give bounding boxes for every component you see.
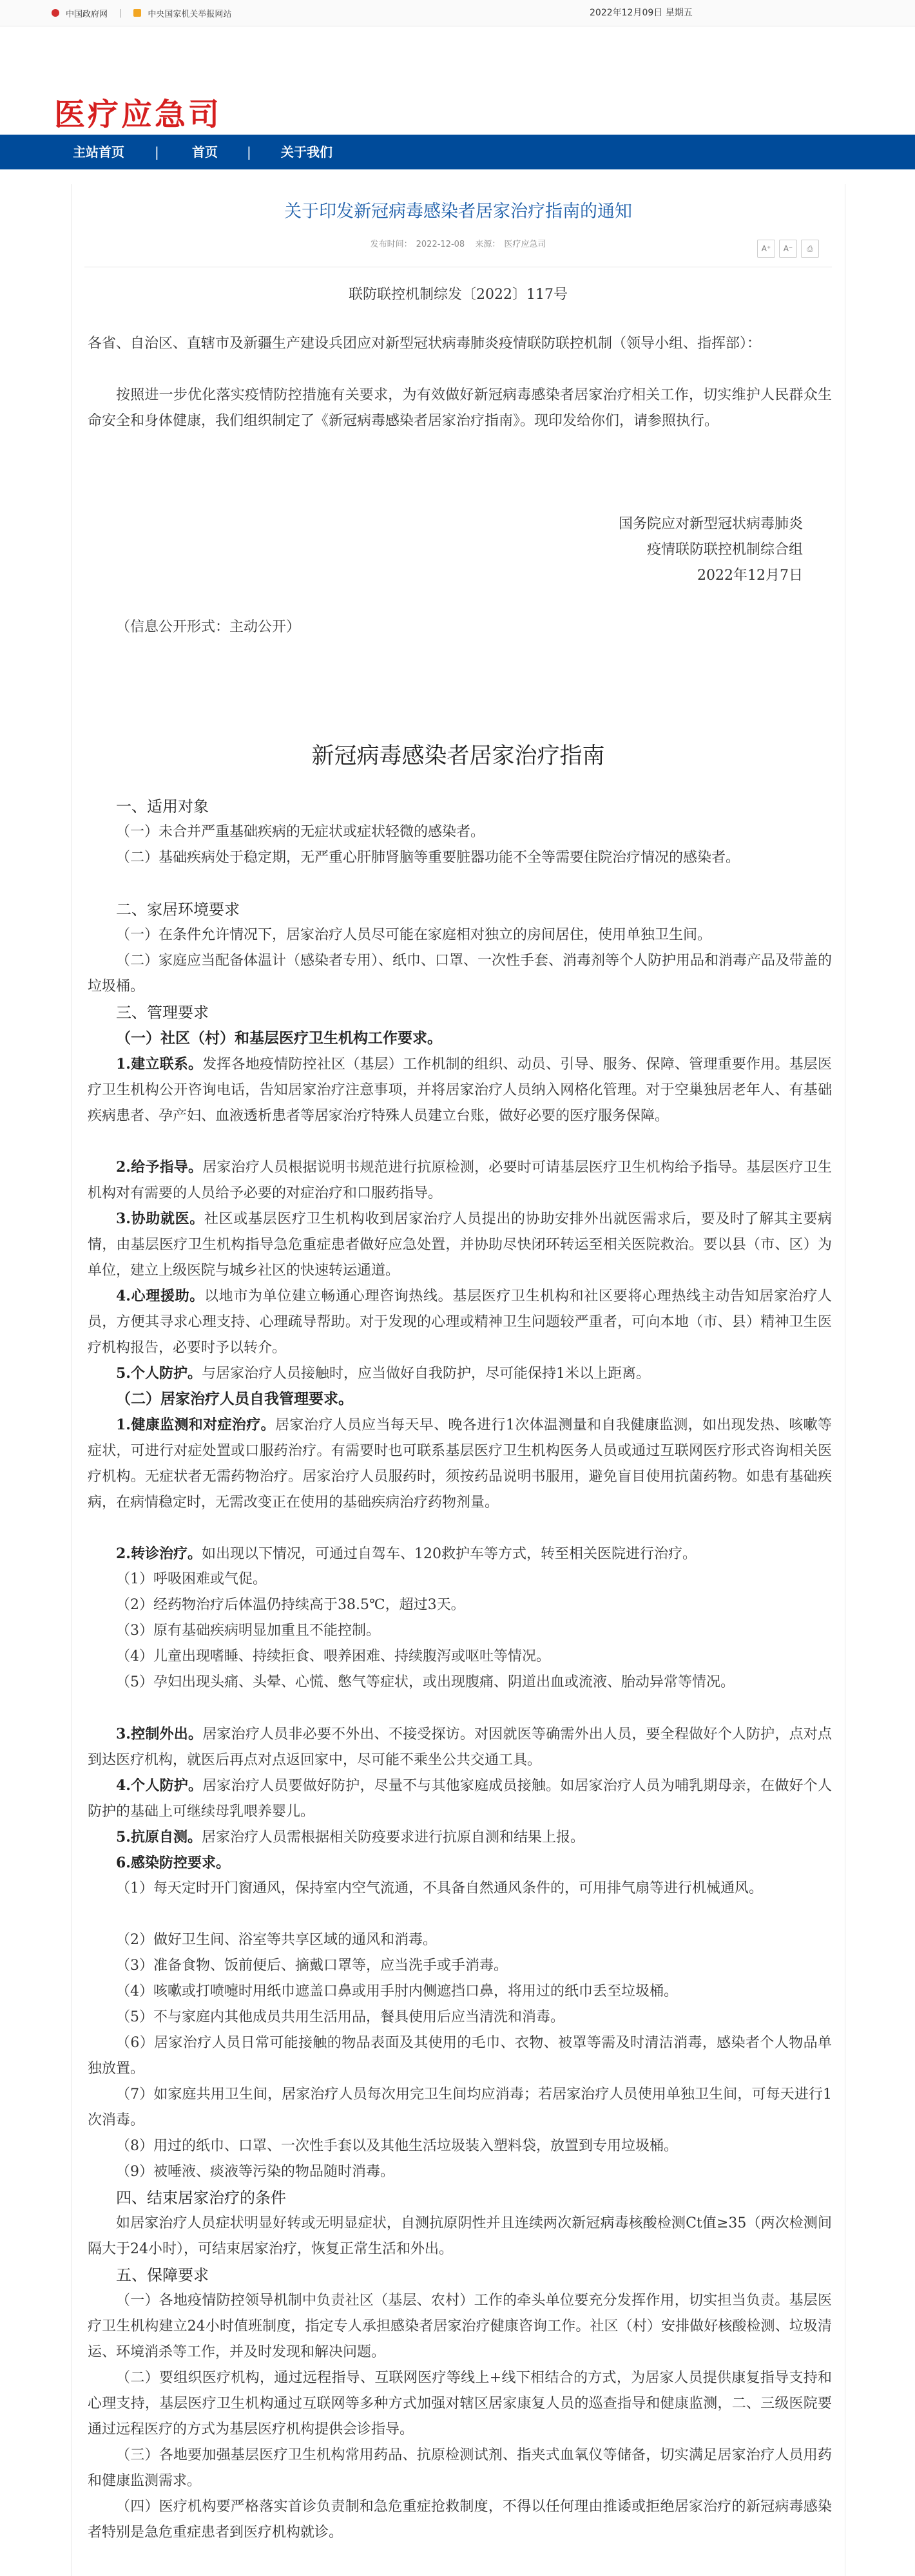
guide-paragraph — [88, 1154, 832, 1207]
article-meta — [72, 237, 845, 249]
font-increase-icon[interactable]: A⁺ — [757, 240, 775, 258]
section-heading: 四、结束居家治疗的条件 — [116, 2189, 286, 2207]
guide-paragraph — [88, 1850, 832, 1876]
signature-date: 2022年12月7日 — [697, 568, 803, 584]
font-decrease-icon[interactable]: A⁻ — [779, 240, 797, 258]
guide-paragraph: （一）在条件允许情况下，居家治疗人员尽可能在家庭相对独立的房间居住，使用单独卫生间。 — [116, 927, 712, 943]
nav-about-us[interactable]: 关于我们 — [281, 144, 332, 160]
guide-paragraph: （3）准备食物、饭前便后、摘戴口罩等，应当洗手或手消毒。 — [116, 1958, 508, 1974]
guide-paragraph — [88, 1360, 832, 1387]
published-label: 发布时间： — [370, 240, 412, 249]
item-lead: 3.协助就医。 — [116, 1210, 204, 1227]
item-text: 居家治疗人员非必要不外出、不接受探访。对因就医等确需外出人员，要全程做好个人防护，点对点到达医疗机构，就医后再点对点返回家中，尽可能不乘坐公共交通工具。 — [88, 1726, 832, 1768]
top-bar — [0, 0, 915, 26]
guide-paragraph: （一）未合并严重基础疾病的无症状或症状轻微的感染者。 — [116, 824, 485, 840]
guide-paragraph — [88, 1773, 832, 1825]
nav-separator: | — [247, 144, 251, 160]
guide-paragraph: （1）呼吸困难或气促。 — [116, 1571, 267, 1587]
guide-paragraph — [88, 1541, 832, 1567]
guide-paragraph: 如居家治疗人员症状明显好转或无明显症状，自测抗原阴性并且连续两次新冠病毒核酸检测Ct值≥35（两次检测间隔大于24小时），可结束居家治疗，恢复正常生活和外出。 — [88, 2215, 832, 2257]
item-lead: 5.抗原自测。 — [116, 1829, 202, 1846]
disclosure-note: （信息公开形式：主动公开） — [116, 619, 301, 635]
item-text: 以地市为单位建立畅通心理咨询热线。基层医疗卫生机构和社区要将心理热线主动告知居家治疗人员，方便其寻求心理支持、心理疏导帮助。对于发现的心理或精神卫生问题较严重者，可向本地（市、县）精神卫生医疗机构报告，必要时予以转介。 — [88, 1288, 833, 1356]
guide-paragraph — [88, 1206, 832, 1284]
signature-line-1: 国务院应对新型冠状病毒肺炎 — [618, 516, 803, 532]
guide-paragraph: （2）做好卫生间、浴室等共享区域的通风和消毒。 — [116, 1932, 437, 1948]
doc-number: 联防联控机制综发〔2022〕117号 — [349, 287, 568, 303]
item-text: 发挥各地疫情防控社区（基层）工作机制的组织、动员、引导、服务、保障、管理重要作用。基层医疗卫生机构公开咨询电话，告知居家治疗注意事项，并将居家治疗人员纳入网格化管理。对于空巢独居老年人、有基础疾病患者、孕产妇、血液透析患者等居家治疗特殊人员建立台账，做好必要的医疗服务保障。 — [88, 1056, 832, 1124]
guide-paragraph: （4）咳嗽或打喷嚏时用纸巾遮盖口鼻或用手肘内侧遮挡口鼻，将用过的纸巾丢至垃圾桶。 — [116, 1983, 679, 1999]
guide-title: 新冠病毒感染者居家治疗指南 — [311, 743, 605, 769]
article-tools — [757, 240, 819, 258]
report-site-link[interactable]: 中央国家机关举报网站 — [148, 9, 232, 19]
guide-paragraph: （9）被唾液、痰液等污染的物品随时消毒。 — [116, 2164, 394, 2180]
guide-paragraph — [88, 1051, 832, 1129]
print-icon[interactable]: ⎙ — [801, 240, 819, 258]
item-lead: 1.健康监测和对症治疗。 — [116, 1417, 276, 1433]
guide-paragraph — [88, 1412, 832, 1516]
source-value: 医疗应急司 — [504, 240, 546, 249]
top-links — [52, 0, 231, 26]
item-lead: 6.感染防控要求。 — [116, 1855, 230, 1871]
signature-line-2: 疫情联防联控机制综合组 — [646, 542, 803, 558]
article-container — [71, 184, 845, 2576]
subsection-heading: （一）社区（村）和基层医疗卫生机构工作要求。 — [116, 1029, 442, 1047]
item-lead: 4.个人防护。 — [116, 1777, 203, 1794]
nav-home[interactable]: 首页 — [192, 144, 218, 160]
section-heading: 二、家居环境要求 — [116, 901, 240, 919]
guide-paragraph: （1）每天定时开门窗通风，保持室内空气流通，不具备自然通风条件的，可用排气扇等进行机械通风。 — [116, 1880, 764, 1896]
item-text: 社区或基层医疗卫生机构收到居家治疗人员提出的协助安排外出就医需求后，要及时了解其主要病情，由基层医疗卫生机构指导急危重症患者做好应急处置，并协助尽快闭环转运至相关医院救治。要以县（市、区）为单位，建立上级医院与城乡社区的快速转运通道。 — [88, 1211, 833, 1279]
nav-main-home[interactable]: 主站首页 — [73, 144, 124, 160]
gov-portal-link[interactable]: 中国政府网 — [66, 9, 108, 19]
item-text: 居家治疗人员应当每天早、晚各进行1次体温测量和自我健康监测，如出现发热、咳嗽等症状，可进行对症处置或口服药治疗。有需要时也可联系基层医疗卫生机构医务人员或通过互联网医疗形式咨询相关医疗机构。无症状者无需药物治疗。居家治疗人员服药时，须按药品说明书服用，避免盲目使用抗菌药物。如患有基础疾病，在病情稳定时，无需改变正在使用的基础疾病治疗药物剂量。 — [88, 1417, 832, 1511]
guide-paragraph: （3）原有基础疾病明显加重且不能控制。 — [116, 1623, 380, 1639]
notice-body: 按照进一步优化落实疫情防控措施有关要求，为有效做好新冠病毒感染者居家治疗相关工作，切实维护人民群众生命安全和身体健康，我们组织制定了《新冠病毒感染者居家治疗指南》。现印发给你们，请参照执行。 — [88, 387, 832, 429]
section-heading: 一、适用对象 — [116, 797, 209, 816]
subsection-heading: （二）居家治疗人员自我管理要求。 — [116, 1390, 353, 1407]
guide-paragraph: （5）不与家庭内其他成员共用生活用品，餐具使用后应当清洗和消毒。 — [116, 2009, 564, 2025]
main-nav — [0, 135, 915, 169]
notice-recipients: 各省、自治区、直辖市及新疆生产建设兵团应对新型冠状病毒肺炎疫情联防联控机制（领导小组、指挥部）： — [88, 336, 762, 352]
report-site-icon — [133, 9, 141, 17]
item-text: 居家治疗人员要做好防护，尽量不与其他家庭成员接触。如居家治疗人员为哺乳期母亲，在做好个人防护的基础上可继续母乳喂养婴儿。 — [88, 1778, 832, 1820]
guide-paragraph: （4）儿童出现嗜睡、持续拒食、喂养困难、持续腹泻或呕吐等情况。 — [116, 1648, 550, 1665]
guide-paragraph — [88, 1283, 832, 1361]
guide-paragraph — [88, 1721, 832, 1773]
guide-paragraph: （7）如家庭共用卫生间，居家治疗人员每次用完卫生间均应消毒；若居家治疗人员使用单独卫生间，可每天进行1次消毒。 — [88, 2086, 832, 2128]
site-header — [0, 26, 915, 135]
source-label: 来源： — [475, 240, 501, 249]
guide-paragraph: （一）各地疫情防控领导机制中负责社区（基层、农村）工作的牵头单位要充分发挥作用，切实担当负责。基层医疗卫生机构建立24小时值班制度，指定专人承担感染者居家治疗健康咨询工作。社区（村）安排做好核酸检测、垃圾清运、环境消杀等工作，并及时发现和解决问题。 — [88, 2293, 832, 2360]
item-text: 居家治疗人员需根据相关防疫要求进行抗原自测和结果上报。 — [201, 1829, 584, 1846]
guide-paragraph: （二）要组织医疗机构，通过远程指导、互联网医疗等线上+线下相结合的方式，为居家人员提供康复指导支持和心理支持，基层医疗卫生机构通过互联网等多种方式加强对辖区居家康复人员的巡查指导和健康监测，二、三级医院要通过远程医疗的方式为基层医疗机构提供会诊指导。 — [88, 2370, 832, 2438]
guide-paragraph: （四）医疗机构要严格落实首诊负责制和急危重症抢救制度，不得以任何理由推诿或拒绝居家治疗的新冠病毒感染者特别是急危重症患者到医疗机构就诊。 — [88, 2499, 832, 2541]
nav-separator: | — [155, 144, 159, 160]
national-emblem-icon — [52, 9, 59, 17]
guide-paragraph: （5）孕妇出现头痛、头晕、心慌、憋气等症状，或出现腹痛、阴道出血或流液、胎动异常等情况。 — [116, 1674, 735, 1690]
section-heading: 五、保障要求 — [116, 2266, 209, 2284]
item-text: 与居家治疗人员接触时，应当做好自我防护，尽可能保持1米以上距离。 — [201, 1366, 650, 1382]
item-text: 居家治疗人员根据说明书规范进行抗原检测，必要时可请基层医疗卫生机构给予指导。基层医疗卫生机构对有需要的人员给予必要的对症治疗和口服药指导。 — [88, 1159, 832, 1201]
item-lead: 3.控制外出。 — [116, 1726, 203, 1742]
item-lead: 4.心理援助。 — [116, 1288, 204, 1304]
guide-paragraph: （6）居家治疗人员日常可能接触的物品表面及其使用的毛巾、衣物、被罩等需及时清洁消毒，感染者个人物品单独放置。 — [88, 2035, 832, 2077]
guide-paragraph — [88, 1824, 832, 1851]
item-text: 如出现以下情况，可通过自驾车、120救护车等方式，转至相关医院进行治疗。 — [201, 1546, 697, 1562]
guide-paragraph: （二）家庭应当配备体温计（感染者专用）、纸巾、口罩、一次性手套、消毒剂等个人防护用品和消毒产品及带盖的垃圾桶。 — [88, 953, 833, 995]
top-separator: | — [119, 8, 122, 18]
item-lead: 5.个人防护。 — [116, 1365, 202, 1382]
guide-paragraph: （二）基础疾病处于稳定期，无严重心肝肺肾脑等重要脏器功能不全等需要住院治疗情况的感染者。 — [116, 850, 740, 866]
published-date: 2022-12-08 — [416, 240, 465, 249]
item-lead: 2.给予指导。 — [116, 1159, 203, 1176]
section-heading: 三、管理要求 — [116, 1004, 209, 1022]
guide-paragraph: （三）各地要加强基层医疗卫生机构常用药品、抗原检测试剂、指夹式血氧仪等储备，切实满足居家治疗人员用药和健康监测需求。 — [88, 2447, 832, 2489]
article-title: 关于印发新冠病毒感染者居家治疗指南的通知 — [284, 202, 632, 222]
guide-paragraph: （2）经药物治疗后体温仍持续高于38.5℃，超过3天。 — [116, 1597, 465, 1613]
guide-paragraph: （8）用过的纸巾、口罩、一次性手套以及其他生活垃圾装入塑料袋，放置到专用垃圾桶。 — [116, 2138, 679, 2154]
current-date: 2022年12月09日 星期五 — [590, 8, 693, 18]
site-logo[interactable]: 医疗应急司 — [54, 97, 222, 133]
item-lead: 1.建立联系。 — [116, 1056, 203, 1073]
item-lead: 2.转诊治疗。 — [116, 1545, 202, 1562]
